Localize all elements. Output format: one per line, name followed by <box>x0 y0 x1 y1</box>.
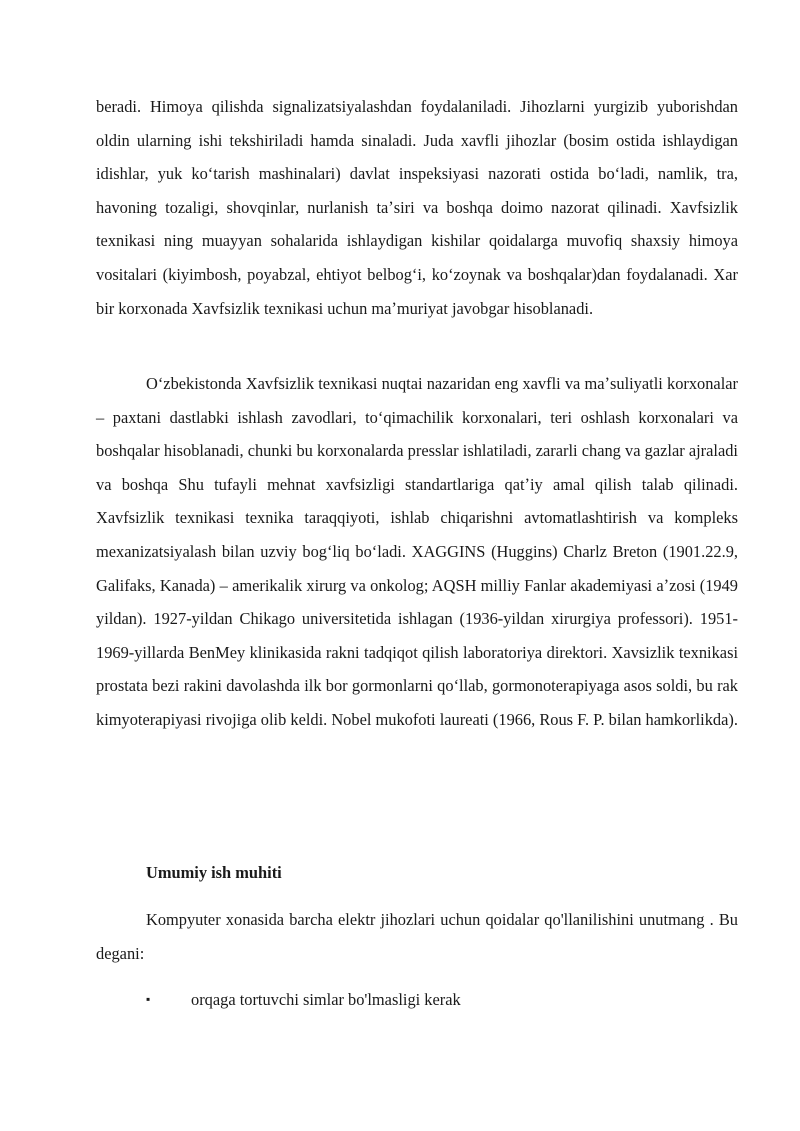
bullet-text: orqaga tortuvchi simlar bo'lmasligi kerak <box>191 990 461 1009</box>
paragraph-safety-equipment: beradi. Himoya qilishda signalizatsiyalashdan foydalaniladi. Jihozlarni yurgizib yuborishdan oldin ularning ishi tekshiriladi hamda sinaladi. Juda xavfli jihozlar (bosim ostida ishlaydigan idishlar, yuk koʻtarish mashinalari) davlat inspeksiyasi nazorati ostida boʻladi, namlik, tra, havoning tozaligi, shovqinlar, nurlanish taʼsiri va boshqa doimo nazorat qilinadi. Xavfsizlik texnikasi ning muayyan sohalarida ishlaydigan kishilar qoidalarga muvofiq shaxsiy himoya vositalari (kiyimbosh, poyabzal, ehtiyot belbogʻi, koʻzoynak va boshqalar)dan foydalanadi. Xar bir korxonada Xavfsizlik texnikasi uchun maʼmuriyat javobgar hisoblanadi. <box>96 97 738 318</box>
paragraph-uzbekistan-enterprises: Oʻzbekistonda Xavfsizlik texnikasi nuqtai nazaridan eng xavfli va maʼsuliyatli korxonalar – paxtani dastlabki ishlash zavodlari, toʻqimachilik korxonalari, teri oshlash korxonalari va boshqalar hisoblanadi, chunki bu korxonalarda presslar ishlatiladi, zararli chang va gazlar ajraladi va boshqa Shu tufayli mehnat xavfsizligi standartlariga qatʼiy amal qilish talab qilinadi. Xavfsizlik texnikasi texnika taraqqiyoti, ishlab chiqarishni avtomatlashtirish va kompleks mexanizatsiyalash bilan uzviy bogʻliq boʻladi. XAGGINS (Huggins) Charlz Breton (1901.22.9, Galifaks, Kanada) – amerikalik xirurg va onkolog; AQSH milliy Fanlar akademiyasi aʼzosi (1949 yildan). 1927-yildan Chikago universitetida ishlagan (1936-yildan xirurgiya professori). 1951-1969-yillarda BenMey klinikasida rakni tadqiqot qilish laboratoriya direktori. Xavsizlik texnikasi prostata bezi rakini davolashda ilk bor gormonlarni qoʻllab, gormonoterapiyaga asos soldi, bu rak kimyoterapiyasi rivojiga olib keldi. Nobel mukofoti laureati (1966, Rous F. P. bilan hamkorlikda). <box>96 374 738 729</box>
paragraph-computer-room: Kompyuter xonasida barcha elektr jihozlari uchun qoidalar qo'llanilishini unutmang . Bu degani: <box>96 910 738 963</box>
bullet-icon: ▪ <box>146 992 151 1006</box>
section-heading: Umumiy ish muhiti <box>146 863 282 882</box>
